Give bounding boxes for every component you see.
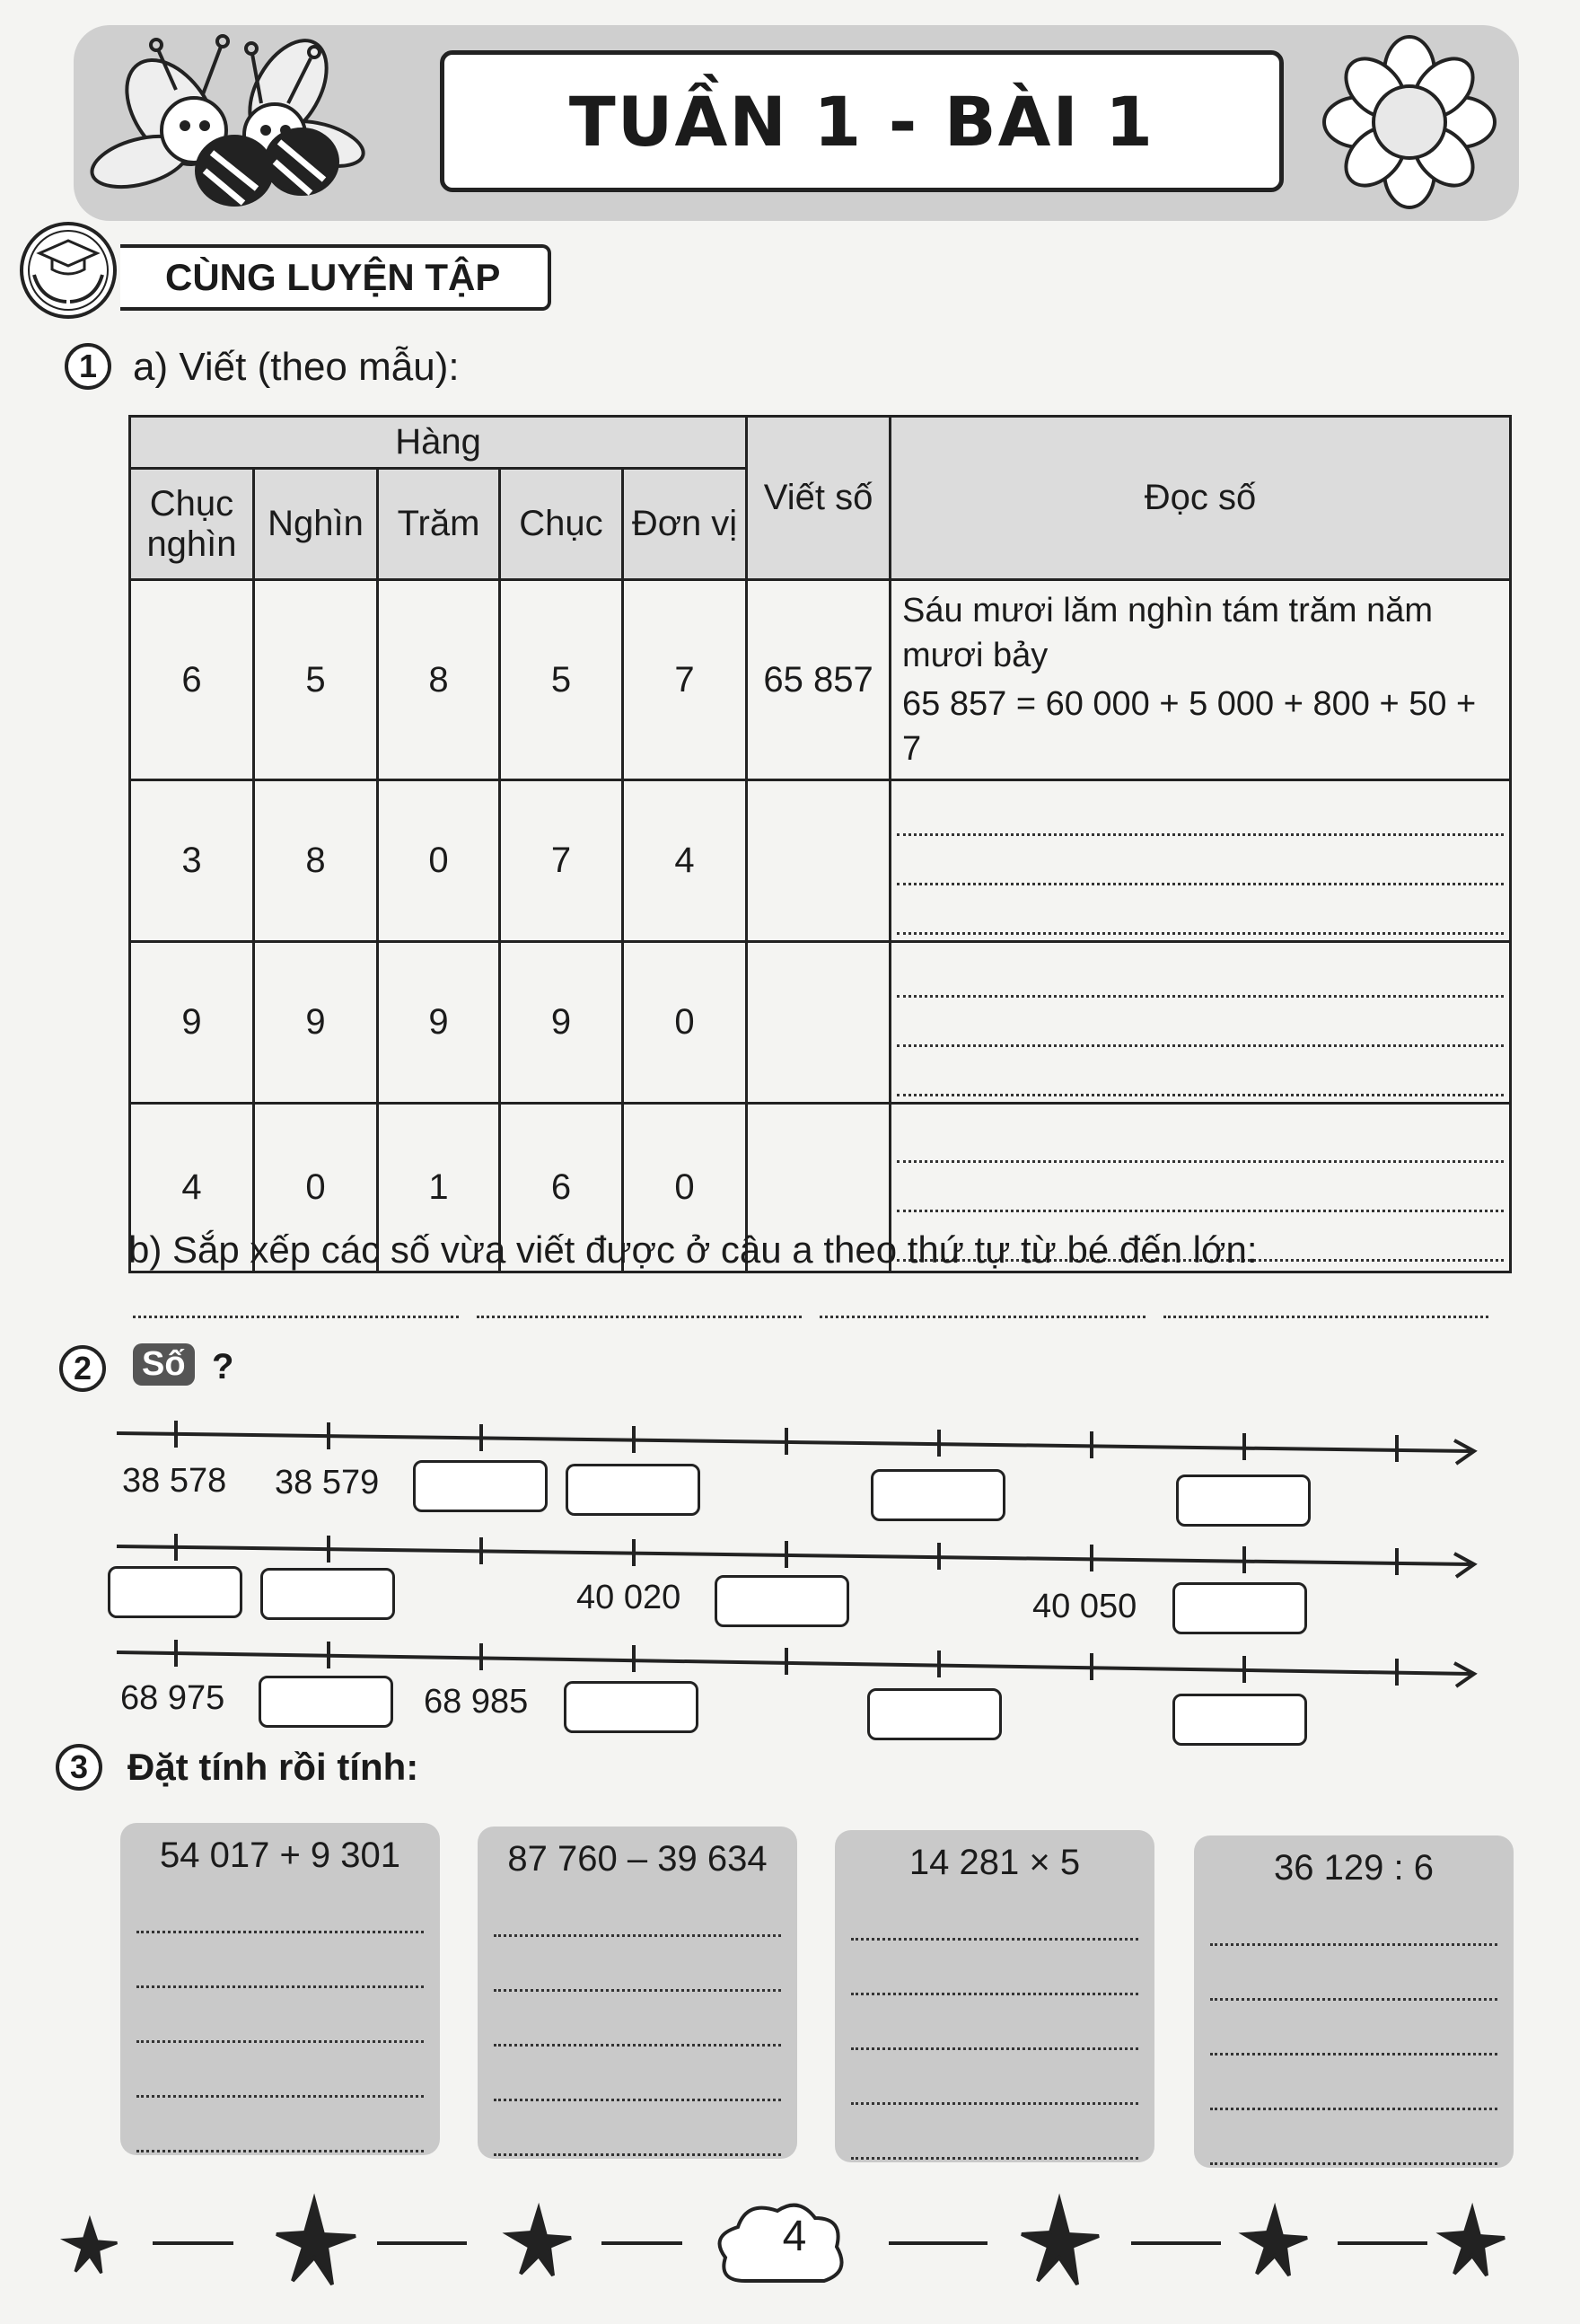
written-number: 65 857 [747, 580, 891, 780]
expansion-line: 65 857 = 60 000 + 5 000 + 800 + 50 + 7 [902, 685, 1477, 768]
graduation-hands-icon [14, 221, 122, 320]
answer-box[interactable] [867, 1688, 1002, 1740]
exercise-1-part-b: b) Sắp xếp các số vừa viết được ở câu a theo thứ tự từ bé đến lớn: [128, 1228, 1258, 1271]
place-value-table [128, 415, 1512, 1273]
read-line-2: mươi bảy [902, 637, 1049, 674]
answer-box[interactable] [715, 1575, 849, 1627]
digit-cell: 0 [254, 1104, 378, 1272]
calc-line[interactable] [851, 1886, 1138, 1941]
written-number-blank[interactable] [747, 780, 891, 942]
calc-panel [478, 1827, 797, 2159]
so-badge: Số [133, 1343, 195, 1386]
calc-expression: 87 760 – 39 634 [507, 1839, 768, 1879]
answer-box[interactable] [260, 1568, 395, 1620]
sort-blank[interactable] [133, 1275, 459, 1318]
answer-box[interactable] [413, 1460, 548, 1512]
answer-box[interactable] [1172, 1694, 1307, 1746]
table-row [130, 580, 1511, 780]
question-mark: ? [212, 1347, 234, 1386]
digit-cell: 9 [254, 942, 378, 1104]
answer-box[interactable] [259, 1676, 393, 1728]
calc-expression: 14 281 × 5 [908, 1843, 1081, 1882]
calc-line[interactable] [851, 2050, 1138, 2105]
header-chuc-nghin: Chục nghìn [130, 469, 254, 580]
exercise-3-number: 3 [56, 1744, 102, 1791]
calc-line[interactable] [494, 1992, 781, 2047]
read-line-1: Sáu mươi lăm nghìn tám trăm năm [902, 592, 1434, 629]
calc-line[interactable] [1210, 1891, 1497, 1946]
table-row [130, 942, 1511, 1104]
digit-cell: 6 [130, 580, 254, 780]
calc-line[interactable] [494, 1937, 781, 1992]
header-don-vi: Đơn vị [623, 469, 747, 580]
digit-cell: 4 [623, 780, 747, 942]
calc-expression: 54 017 + 9 301 [159, 1835, 401, 1875]
table-row [130, 780, 1511, 942]
calc-line[interactable] [1210, 2001, 1497, 2056]
calc-line[interactable] [494, 2101, 781, 2156]
sort-blank[interactable] [477, 1275, 803, 1318]
header-nghin: Nghìn [254, 469, 378, 580]
calc-line[interactable] [136, 2043, 424, 2098]
bees-icon [86, 27, 409, 216]
header-doc-so: Đọc số [891, 417, 1511, 580]
header-chuc: Chục [500, 469, 623, 580]
title-box [440, 50, 1284, 192]
answer-box[interactable] [108, 1566, 242, 1618]
digit-cell: 1 [378, 1104, 500, 1272]
read-number-sample [891, 580, 1511, 780]
answer-box[interactable] [564, 1681, 698, 1733]
calc-line[interactable] [1210, 2056, 1497, 2110]
sort-answer-blanks [133, 1275, 1488, 1318]
digit-cell: 0 [378, 780, 500, 942]
calc-expression: 36 129 : 6 [1274, 1848, 1434, 1888]
tick-label: 38 579 [275, 1464, 380, 1501]
header-viet-so: Viết số [747, 417, 891, 580]
digit-cell: 5 [254, 580, 378, 780]
digit-cell: 3 [130, 780, 254, 942]
calc-panel [120, 1823, 440, 2155]
page-number: 4 [782, 2212, 807, 2260]
sort-blank[interactable] [1163, 1275, 1489, 1318]
calc-line[interactable] [494, 1882, 781, 1937]
calc-line[interactable] [136, 2098, 424, 2152]
read-number-blank[interactable] [891, 942, 1511, 1104]
section-title: CÙNG LUYỆN TẬP [120, 244, 551, 311]
exercise-1-number: 1 [65, 343, 111, 390]
digit-cell: 5 [500, 580, 623, 780]
header-tram: Trăm [378, 469, 500, 580]
section-label [14, 221, 544, 320]
header-hang: Hàng [130, 417, 747, 469]
calc-line[interactable] [136, 1988, 424, 2043]
tick-label: 38 578 [122, 1462, 227, 1500]
calc-line[interactable] [1210, 2110, 1497, 2165]
digit-cell: 0 [623, 942, 747, 1104]
calc-panel [1194, 1835, 1514, 2168]
calc-line[interactable] [851, 1941, 1138, 1995]
exercise-2-number: 2 [59, 1345, 106, 1392]
tick-label: 68 985 [424, 1683, 529, 1721]
digit-cell: 9 [378, 942, 500, 1104]
digit-cell: 7 [623, 580, 747, 780]
digit-cell: 6 [500, 1104, 623, 1272]
read-number-blank[interactable] [891, 780, 1511, 942]
calc-line[interactable] [136, 1933, 424, 1988]
exercise-3-title: Đặt tính rồi tính: [127, 1746, 419, 1788]
sort-blank[interactable] [820, 1275, 1146, 1318]
digit-cell: 4 [130, 1104, 254, 1272]
digit-cell: 8 [254, 780, 378, 942]
digit-cell: 7 [500, 780, 623, 942]
calc-line[interactable] [136, 1879, 424, 1933]
calc-line[interactable] [494, 2047, 781, 2101]
written-number-blank[interactable] [747, 942, 891, 1104]
digit-cell: 9 [130, 942, 254, 1104]
tick-label: 40 050 [1032, 1588, 1137, 1625]
page-title: TUẦN 1 - BÀI 1 [568, 81, 1155, 162]
tick-label: 68 975 [120, 1679, 225, 1717]
answer-box[interactable] [1176, 1475, 1311, 1527]
digit-cell: 0 [623, 1104, 747, 1272]
digit-cell: 8 [378, 580, 500, 780]
flower-icon [1320, 32, 1499, 212]
calc-line[interactable] [851, 2105, 1138, 2160]
exercise-1-part-a: a) Viết (theo mẫu): [133, 345, 460, 389]
answer-box[interactable] [566, 1464, 700, 1516]
answer-box[interactable] [871, 1469, 1005, 1521]
digit-cell: 9 [500, 942, 623, 1104]
calc-panel [835, 1830, 1154, 2162]
answer-box[interactable] [1172, 1582, 1307, 1634]
calc-line[interactable] [851, 1995, 1138, 2050]
tick-label: 40 020 [576, 1579, 681, 1616]
calc-line[interactable] [1210, 1946, 1497, 2001]
